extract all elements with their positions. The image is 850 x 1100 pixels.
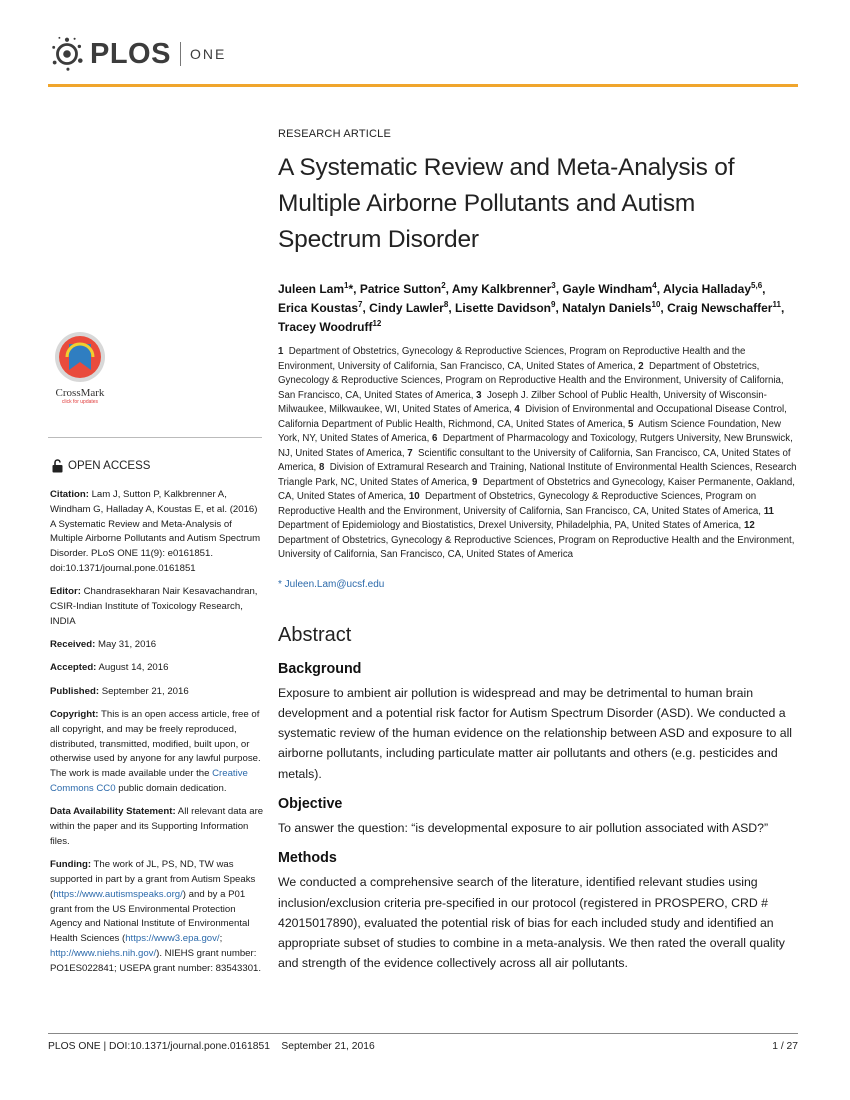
- funding-text: ) and by a P01 grant from the US Environmental Protection Agency and National Institute of Environmental Health Sciences (: [50, 888, 250, 945]
- author-name: Alycia Halladay: [662, 282, 752, 296]
- corresponding-author: [278, 579, 798, 590]
- page-number: 1 / 27: [772, 1041, 798, 1052]
- author-name: Tracey Woodruff: [278, 320, 373, 334]
- accepted-block: [50, 661, 264, 676]
- editor-block: [50, 585, 264, 629]
- objective-heading: Objective: [278, 795, 343, 812]
- affiliation-text: Autism Science Foundation, New York, NY, United States of America,: [278, 418, 781, 444]
- copyright-block: [50, 708, 264, 797]
- affiliation-text: Department of Obstetrics, Gynecology & Reproductive Sciences, Program on Reproductive Health and the Environment, University of California, San Francisco, CA, United States of America,: [278, 491, 761, 517]
- published-label: Published:: [50, 685, 100, 697]
- affiliation-text: Division of Environmental and Occupational Disease Control, California Department of Public Health, Richmond, CA, United States of America,: [278, 404, 787, 430]
- methods-text: We conducted a comprehensive search of the literature, identified relevant studies using inclusion/exclusion criteria pre-specified in our protocol (registered in PROSPERO, CRD # 42015017890), evaluated the potential risk of bias for each included study and identified an appropriate subset of studies to combine in a meta-analysis. We then rated the overall quality and strength of the evidence collectively across all air pollutants.: [278, 875, 785, 971]
- logo-plos-text: PLOS: [90, 37, 171, 70]
- author-affiliation-marker: 9: [551, 300, 556, 309]
- author-list: [278, 278, 798, 335]
- published-date: September 21, 2016: [101, 685, 189, 697]
- footer-citation: PLOS ONE | DOI:10.1371/journal.pone.0161851 September 21, 2016: [48, 1041, 375, 1052]
- author-name: Cindy Lawler: [369, 301, 444, 315]
- citation-block: [50, 488, 264, 577]
- plos-one-logo[interactable]: [48, 34, 226, 74]
- affiliation-number: 3: [476, 389, 482, 401]
- author-separator: ,: [780, 301, 785, 315]
- affiliation-text: Department of Obstetrics, Gynecology & Reproductive Sciences, Program on Reproductive Health and the Environment, University of California, San Francisco, CA, United States of America,: [278, 360, 784, 401]
- plos-logo-icon: [48, 35, 86, 73]
- received-label: Received:: [50, 639, 96, 651]
- citation-text: Lam J, Sutton P, Kalkbrenner A, Windham G, Halladay A, Koustas E, et al. (2016) A Systematic Review and Meta-Analysis of Multiple Airborne Pollutants and Autism Spectrum Disorder. PLoS ONE 11(9): e0161851. doi:10.1371/journal.pone.0161851: [50, 489, 261, 574]
- affiliation-number: 8: [318, 462, 325, 473]
- author-name: Lisette Davidson: [454, 301, 552, 315]
- affiliation-number: 10: [408, 491, 420, 502]
- author-separator: ,: [762, 282, 766, 296]
- autism-speaks-link[interactable]: https://www.autismspeaks.org/: [53, 888, 183, 900]
- affiliation-number: 9: [472, 476, 478, 488]
- author-name: Amy Kalkbrenner: [451, 282, 552, 296]
- author-affiliation-marker: 8: [443, 300, 449, 309]
- header-rule: [48, 84, 798, 87]
- author-separator: *,: [348, 282, 360, 296]
- affiliation-number: 7: [407, 447, 413, 459]
- open-access-label: OPEN ACCESS: [68, 460, 151, 472]
- author-affiliation-marker: 5,6: [751, 281, 763, 290]
- affiliation-text: Department of Obstetrics, Gynecology & Reproductive Sciences, Program on Reproductive Health and the Environment, University of California, San Francisco, CA, United States of America,: [278, 346, 746, 372]
- background-heading: Background: [278, 660, 362, 677]
- corresponding-email-link[interactable]: Juleen.Lam@ucsf.edu: [284, 578, 385, 590]
- abstract-heading: Abstract: [278, 623, 352, 646]
- author-separator: ,: [555, 301, 563, 315]
- article-main: [278, 128, 798, 974]
- editor-text: Chandrasekharan Nair Kesavachandran, CSIR-Indian Institute of Toxicology Research, INDIA: [50, 586, 258, 627]
- open-access-badge: [52, 459, 150, 473]
- affiliation-number: 12: [743, 520, 755, 531]
- accepted-date: August 14, 2016: [98, 662, 169, 674]
- affiliation-list: [278, 345, 798, 563]
- crossmark-sublabel: click for updates: [61, 399, 99, 405]
- author-affiliation-marker: 1: [344, 281, 349, 290]
- author-affiliation-marker: 2: [441, 281, 446, 290]
- author-name: Erica Koustas: [278, 301, 359, 315]
- affiliation-text: Department of Pharmacology and Toxicology, Rutgers University, New Brunswick, NJ, United States of America,: [278, 433, 793, 459]
- copyright-tail: public domain dedication.: [118, 783, 227, 795]
- affiliation-number: 6: [432, 433, 438, 444]
- background-text: Exposure to ambient air pollution is widespread and may be detrimental to human brain development and a potential risk factor for Autism Spectrum Disorder (ASD). We conducted a systematic review of the human evidence on the relationship between ASD and exposure to all airborne pollutants, including particulate matter air pollutants and others (e.g. pesticides and metals).: [278, 685, 793, 781]
- affiliation-number: 2: [638, 360, 644, 372]
- article-title: A Systematic Review and Meta-Analysis of Multiple Airborne Pollutants and Autism Spectrum Disorder: [278, 154, 735, 253]
- author-name: Patrice Sutton: [359, 282, 442, 296]
- crossmark-label: CrossMark: [55, 387, 105, 399]
- cc0-link[interactable]: Creative Commons CC0: [50, 768, 248, 795]
- affiliation-text: Department of Obstetrics and Gynecology, Kaiser Permanente, Oakland, CA, United States of America,: [278, 476, 795, 502]
- copyright-text: This is an open access article, free of all copyright, and may be freely reproduced, distributed, transmitted, modified, built upon, or otherwise used by anyone for any lawful purpose. The work is made available under the: [50, 709, 261, 780]
- received-block: [50, 638, 264, 653]
- article-metadata-sidebar: [50, 488, 264, 985]
- author-affiliation-marker: 4: [652, 281, 657, 290]
- methods-heading: Methods: [278, 850, 337, 867]
- published-block: [50, 685, 264, 700]
- author-name: Gayle Windham: [562, 282, 653, 296]
- author-separator: ,: [555, 282, 563, 296]
- data-availability-label: Data Availability Statement:: [50, 806, 176, 818]
- crossmark-icon: [53, 330, 107, 384]
- affiliation-text: Scientific consultant to the University of California, San Francisco, CA, United States of America,: [278, 447, 791, 473]
- author-name: Juleen Lam: [278, 282, 345, 296]
- editor-label: Editor:: [50, 586, 81, 598]
- author-separator: ,: [660, 301, 668, 315]
- accepted-label: Accepted:: [50, 662, 97, 674]
- data-availability-text: All relevant data are within the paper and its Supporting Information files.: [50, 806, 264, 847]
- corresponding-marker: *: [278, 578, 285, 590]
- author-separator: ,: [445, 282, 452, 296]
- logo-one-text: ONE: [189, 46, 227, 62]
- author-affiliation-marker: 3: [551, 281, 556, 290]
- funding-text: ). NIEHS grant number: PO1ES022841; USEPA grant number: 83543301.: [50, 948, 262, 974]
- affiliation-text: Division of Extramural Research and Training, National Institute of Environmental Health Sciences, Research Triangle Park, NC, United States of America,: [278, 462, 797, 488]
- author-name: Natalyn Daniels: [562, 301, 652, 315]
- funding-block: [50, 858, 264, 976]
- epa-link[interactable]: https://www3.epa.gov/: [125, 933, 220, 945]
- crossmark-badge[interactable]: [48, 330, 112, 405]
- author-separator: ,: [448, 301, 455, 315]
- funding-label: Funding:: [50, 859, 92, 871]
- copyright-label: Copyright:: [50, 709, 99, 721]
- logo-divider: [180, 42, 181, 66]
- citation-label: Citation:: [50, 489, 89, 500]
- author-affiliation-marker: 11: [772, 300, 781, 309]
- author-affiliation-marker: 10: [651, 300, 661, 309]
- article-type: RESEARCH ARTICLE: [278, 128, 392, 140]
- author-separator: ,: [656, 282, 663, 296]
- niehs-link[interactable]: http://www.niehs.nih.gov/: [50, 948, 157, 960]
- funding-text: The work of JL, PS, ND, TW was supported in part by a grant from Autism Speaks (: [50, 859, 256, 900]
- affiliation-text: Department of Epidemiology and Biostatistics, Drexel University, Philadelphia, PA, United States of America,: [278, 520, 742, 531]
- author-affiliation-marker: 12: [372, 319, 382, 328]
- funding-separator: ;: [219, 933, 223, 945]
- data-availability-block: [50, 805, 264, 849]
- sidebar-rule: [48, 437, 262, 438]
- affiliation-text: Joseph J. Zilber School of Public Health, University of Wisconsin-Milwaukee, Milkwaukee, WI, United States of America,: [278, 389, 767, 415]
- affiliation-number: 5: [628, 418, 634, 430]
- affiliation-number: 4: [514, 404, 520, 415]
- open-lock-icon: [52, 459, 63, 473]
- author-affiliation-marker: 7: [358, 300, 363, 309]
- received-date: May 31, 2016: [98, 639, 157, 651]
- affiliation-text: Department of Obstetrics, Gynecology & Reproductive Sciences, Program on Reproductive Health and the Environment, University of California, San Francisco, CA, United States of America: [278, 534, 795, 560]
- footer-rule: [48, 1033, 798, 1034]
- affiliation-number: 11: [763, 505, 774, 517]
- affiliation-number: 1: [278, 346, 284, 357]
- author-name: Craig Newschaffer: [667, 301, 773, 315]
- objective-text: To answer the question: “is developmental exposure to air pollution associated with ASD?”: [278, 820, 769, 835]
- author-separator: ,: [362, 301, 370, 315]
